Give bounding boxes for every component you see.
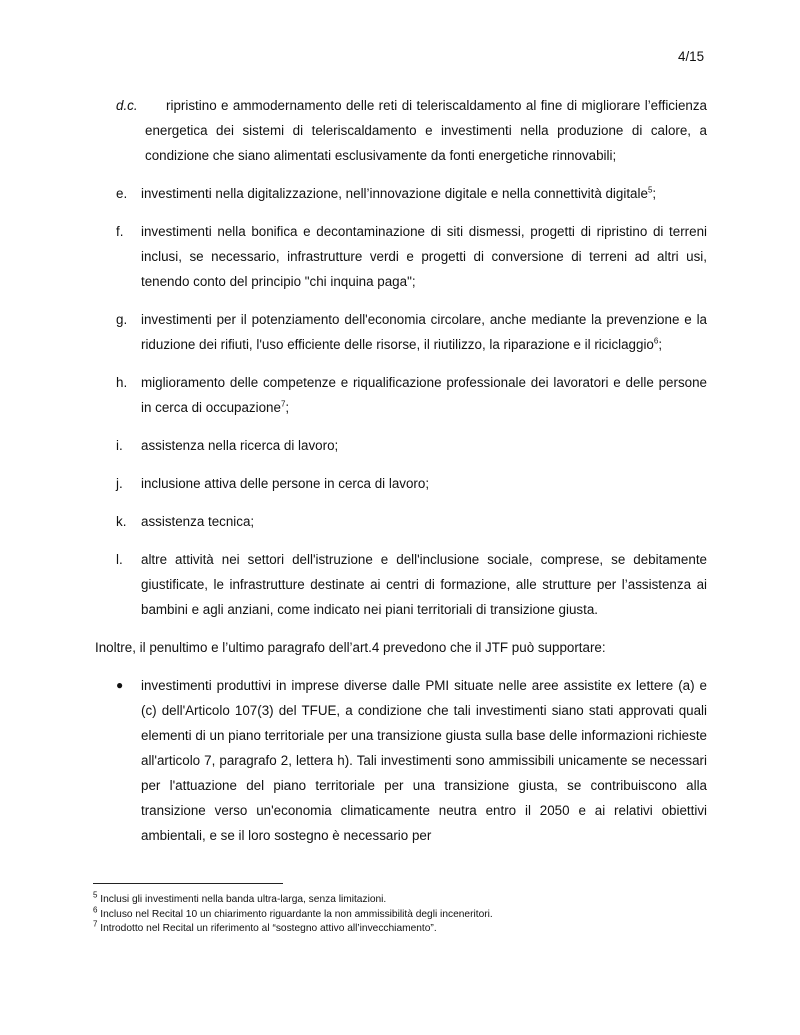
- list-marker: h.: [116, 375, 128, 390]
- list-item-e: [116, 181, 707, 206]
- list-marker: d.c.: [116, 98, 138, 113]
- list-marker: j.: [116, 476, 123, 491]
- footnote-7: $^7$ Introdotto nel Recital un riferimento al “sostegno attivo all’invecchiamento”.: [93, 919, 437, 934]
- list-item-g: [116, 307, 707, 357]
- footnote-ref-6[interactable]: 6: [653, 336, 659, 346]
- footnote-ref-5[interactable]: 5: [647, 185, 653, 195]
- bullet-text: investimenti produttivi in imprese diverse dalle PMI situate nelle aree assistite ex lettere (a) e (c) dell'Articolo 107(3) del TFUE, a condizione che tali investimenti siano stati approvati quali elementi di un piano territoriale per una transizione giusta sulla base delle informazioni richieste all'articolo 7, paragrafo 2, lettera h). Tali investimenti sono ammissibili unicamente se necessari per l'attuazione del piano territoriale per una transizione giusta, se contribuiscono alla transizione verso un'economia climaticamente neutra entro il 2050 e ai relativi obiettivi ambientali, e se il loro sostegno è necessario per: [141, 678, 707, 843]
- bullet-item: [116, 673, 707, 848]
- list-item-text: inclusione attiva delle persone in cerca di lavoro;: [141, 476, 430, 491]
- list-item-h: [116, 370, 707, 420]
- footnote-6: $^6$ Incluso nel Recital 10 un chiarimento riguardante la non ammissibilità degli inceneritori.: [93, 905, 493, 920]
- footnote-5: $^5$ Inclusi gli investimenti nella banda ultra-larga, senza limitazioni.: [93, 890, 387, 905]
- bullet-icon: ●: [116, 678, 124, 692]
- list-item-j: [116, 471, 707, 496]
- footnote-ref-7[interactable]: 7: [280, 399, 286, 409]
- list-item-text: assistenza tecnica;: [141, 514, 255, 529]
- list-marker: f.: [116, 224, 124, 239]
- body-paragraph: Inoltre, il penultimo e l’ultimo paragrafo dell’art.4 prevedono che il JTF può supportare:: [95, 640, 606, 655]
- page-number: 4/15: [678, 49, 705, 64]
- list-item-text: investimenti nella digitalizzazione, nell’innovazione digitale e nella connettività digitale$^5$;: [141, 185, 657, 201]
- list-item-text: ripristino e ammodernamento delle reti di teleriscaldamento al fine di migliorare l’efficienza energetica dei sistemi di teleriscaldamento e investimenti nella produzione di calore, a condizione che siano alimentati esclusivamente da fonti energetiche rinnovabili;: [145, 98, 708, 163]
- list-marker: i.: [116, 438, 123, 453]
- list-item-text: assistenza nella ricerca di lavoro;: [141, 438, 339, 453]
- list-item-k: [116, 509, 707, 534]
- document-body: [0, 93, 800, 848]
- footnote-separator: [93, 883, 283, 884]
- list-item-dc: [116, 93, 707, 168]
- list-item-text: investimenti per il potenziamento dell'economia circolare, anche mediante la prevenzione e la riduzione dei rifiuti, l'uso efficiente delle risorse, il riutilizzo, la riparazione e il riciclaggio$^6$;: [141, 312, 707, 352]
- list-item-text: altre attività nei settori dell'istruzione e dell'inclusione sociale, comprese, se debitamente giustificate, le infrastrutture destinate ai centri di formazione, alle strutture per l’assistenza ai bambini e agli anziani, come indicato nei piani territoriali di transizione giusta.: [141, 552, 707, 617]
- list-marker: l.: [116, 552, 123, 567]
- list-item-i: [116, 433, 707, 458]
- list-marker: k.: [116, 514, 127, 529]
- list-marker: e.: [116, 186, 128, 201]
- list-item-text: miglioramento delle competenze e riqualificazione professionale dei lavoratori e delle persone in cerca di occupazione$^7$;: [141, 375, 707, 415]
- footnotes: [93, 890, 713, 937]
- list-item-text: investimenti nella bonifica e decontaminazione di siti dismessi, progetti di ripristino di terreni inclusi, se necessario, infrastrutture verdi e progetti di conversione di terreni ad altri usi, tenendo conto del principio "chi inquina paga";: [141, 224, 707, 289]
- list-item-f: [116, 219, 707, 294]
- list-item-l: [116, 547, 707, 622]
- list-marker: g.: [116, 312, 128, 327]
